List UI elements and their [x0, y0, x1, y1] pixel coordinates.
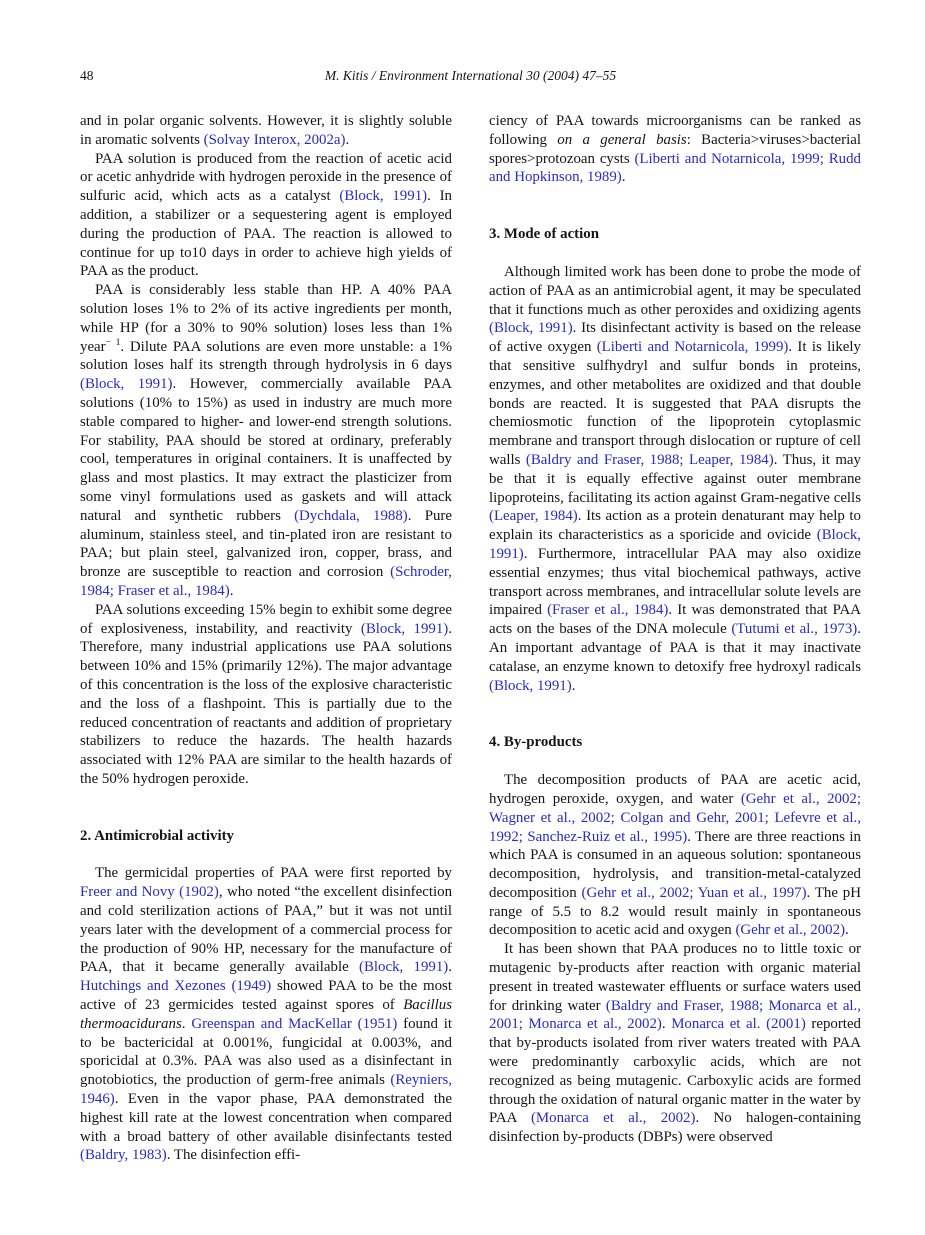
page-number: 48 [80, 68, 94, 83]
citation-link[interactable]: Greenspan and MacKellar (1951) [191, 1015, 398, 1032]
citation-link[interactable]: (Block, 1991) [339, 188, 428, 205]
citation-link[interactable]: (Schroder, 1984; Fraser et al., 1984) [80, 564, 452, 599]
citation-link[interactable]: (Block, 1991) [360, 620, 449, 637]
citation-link[interactable]: (Monarca et al., 2002) [530, 1110, 696, 1127]
citation-link[interactable]: (Baldry and Fraser, 1988; Monarca et al., 2001; Monarca et al., 2002) [489, 997, 862, 1033]
paragraph: The decomposition products of PAA are acetic acid, hydrogen peroxide, oxygen, and water (Gehr et al., 2002; Wagner et al., 2002; Colgan and Gehr, 2001; Lefevre et al., 1992; Sanchez-Ruiz et al., 1995). There are three reactions in which PAA is consumed in an aqueous solution: spontaneous decomposition, hydrolysis, and transition-metal-catalyzed decomposition (Gehr et al., 2002; Yuan et al., 1997). The pH range of 5.5 to 8.2 would result mainly in spontaneous decomposition to acetic acid and oxygen (Gehr et al., 2002). [489, 772, 861, 939]
section-heading: 3. Mode of action [489, 226, 600, 243]
citation-link[interactable]: (Fraser et al., 1984) [547, 602, 669, 619]
paragraph: and in polar organic solvents. However, it is slightly soluble in aromatic solvents (Solvay Interox, 2002a). [80, 113, 452, 148]
citation-link[interactable]: (Leaper, 1984) [489, 508, 578, 525]
citation-link[interactable]: (Solvay Interox, 2002a) [203, 131, 346, 148]
citation-link[interactable]: (Liberti and Notarnicola, 1999) [596, 339, 789, 356]
paragraph: Although limited work has been done to probe the mode of action of PAA as an antimicrobial agent, it may be speculated that it functions much as other peroxides and oxidizing agents (Block, 1991). Its disinfectant activity is based on the release of active oxygen (Liberti and Notarnicola, 1999). It is likely that sensitive sulfhydryl and sulfur bonds in proteins, enzymes, and other metabolites are oxidized and that double bonds are reacted. It is suggested that PAA disrupts the chemiosmotic function of the lipoprotein cytoplasmic membrane and transport through dislocation or rupture of cell walls (Baldry and Fraser, 1988; Leaper, 1984). Thus, it may be that it is equally effective against outer membrane lipoproteins, facilitating its action against Gram-negative cells (Leaper, 1984). Its action as a protein denaturant may help to explain its characteristics as a sporicide and ovicide (Block, 1991). Furthermore, intracellular PAA may also oxidize essential enzymes; thus vital biochemical pathways, active transport across membranes, and intracellular solute levels are impaired (Fraser et al., 1984). It was demonstrated that PAA acts on the bases of the DNA molecule (Tutumi et al., 1973). An important advantage of PAA is that it may inactivate catalase, an enzyme known to detoxify free hydroxyl radicals (Block, 1991). [489, 263, 862, 694]
citation-link[interactable]: (Baldry, 1983) [80, 1147, 167, 1164]
right-column [489, 112, 861, 1165]
citation-link[interactable]: (Gehr et al., 2002) [735, 922, 846, 939]
citation-link[interactable]: Freer and Novy (1902) [80, 884, 219, 901]
citation-link[interactable]: (Block, 1991) [80, 376, 173, 393]
page-header [80, 68, 861, 86]
section-heading: 4. By-products [489, 734, 583, 751]
italic-text: Bacillus thermoacidurans [80, 997, 452, 1032]
paragraph: The germicidal properties of PAA were first reported by Freer and Novy (1902), who noted “the excellent disinfection and cold sterilization actions of PAA,” but it was not until years later with the development of a commercial process for the production of 90% HP, necessary for the manufacture of PAA, that it became generally available (Block, 1991). Hutchings and Xezones (1949) showed PAA to be the most active of 23 germicides tested against spores of Bacillus thermoacidurans. Greenspan and MacKellar (1951) found it to be bactericidal at 0.001%, fungicidal at 0.003%, and sporicidal at 0.3%. PAA was also used as a disinfectant in gnotobiotics, the production of germ-free animals (Reyniers, 1946). Even in the vapor phase, PAA demonstrated the highest kill rate at the lowest concentration when compared with a broad battery of other available disinfectants tested (Baldry, 1983). The disinfection effi- [80, 865, 453, 1164]
paragraph: PAA solutions exceeding 15% begin to exhibit some degree of explosiveness, instability, and reactivity (Block, 1991). Therefore, many industrial applications use PAA solutions between 10% and 15% (primarily 12%). The major advantage of this concentration is the loss of the explosive characteristic and the loss of a flashpoint. This is partially due to the reduced concentration of reactants and addition of proprietary stabilizers to reduce the hazards. The health hazards associated with 12% PAA are similar to the health hazards of the 50% hydrogen peroxide. [80, 601, 452, 787]
citation-link[interactable]: (Tutumi et al., 1973) [731, 621, 858, 638]
citation-link[interactable]: Hutchings and Xezones (1949) [80, 978, 272, 995]
citation-link[interactable]: Monarca et al. (2001) [671, 1016, 806, 1033]
citation-link[interactable]: (Liberti and Notarnicola, 1999; Rudd and Hopkinson, 1989) [489, 150, 861, 186]
citation-link[interactable]: (Dychdala, 1988) [294, 507, 408, 524]
paragraph: ciency of PAA towards microorganisms can be ranked as following on a general basis: Bacteria>viruses>bacterial spores>protozoan cysts (Liberti and Notarnicola, 1999; Rudd and Hopkinson, 1989). [489, 113, 861, 186]
two-column-body [80, 112, 861, 1165]
citation-link[interactable]: (Gehr et al., 2002; Wagner et al., 2002; Colgan and Gehr, 2001; Lefevre et al., 1992; Sanchez-Ruiz et al., 1995) [489, 790, 861, 845]
citation-link[interactable]: (Block, 1991) [489, 527, 861, 562]
running-head: M. Kitis / Environment International 30 (2004) 47–55 [324, 68, 617, 83]
citation-link[interactable]: (Block, 1991) [489, 677, 572, 694]
paragraph: PAA solution is produced from the reaction of acetic acid or acetic anhydride with hydrogen peroxide in the presence of sulfuric acid, which acts as a catalyst (Block, 1991). In addition, a stabilizer or a sequestering agent is employed during the production of PAA. The reaction is allowed to continue for up to10 days in order to achieve high yields of PAA as the product. [80, 150, 452, 280]
citation-link[interactable]: (Block, 1991) [359, 959, 449, 976]
citation-link[interactable]: (Gehr et al., 2002; Yuan et al., 1997) [581, 884, 807, 901]
citation-link[interactable]: (Reyniers, 1946) [80, 1072, 452, 1108]
paragraph: PAA is considerably less stable than HP. A 40% PAA solution loses 1% to 2% of its active ingredients per month, while HP (for a 30% to 90% solution) loses less than 1% year$^{- 1}$. Dilute PAA solutions are even more unstable: a 1% solution loses half its strength through hydrolysis in 6 days (Block, 1991). However, commercially available PAA solutions (10% to 15%) as used in industry are much more stable compared to higher- and lower-end strength solutions. For stability, PAA should be stored at ordinary, preferably cool, temperatures in original containers. It is unaffected by glass and most plastics. It may extract the plasticizer from some vinyl formulations used as gaskets and will attack natural and synthetic rubbers (Dychdala, 1988). Pure aluminum, stainless steel, and tin-plated iron are resistant to PAA; but plain steel, galvanized iron, copper, brass, and bronze are susceptible to reaction and corrosion (Schroder, 1984; Fraser et al., 1984). [80, 282, 453, 599]
paragraph: It has been shown that PAA produces no to little toxic or mutagenic by-products after reaction with organic material present in treated wastewater effluents or surface waters used for drinking water (Baldry and Fraser, 1988; Monarca et al., 2001; Monarca et al., 2002). Monarca et al. (2001) reported that by-products isolated from river waters treated with PAA were predominantly carboxylic acids, which are not recognized as being mutagenic. Carboxylic acids are formed through the oxidation of natural organic matter in the water by PAA (Monarca et al., 2002). No halogen-containing disinfection by-products (DBPs) were observed [489, 941, 862, 1146]
page-content [80, 68, 861, 1165]
left-column [80, 112, 452, 1165]
citation-link[interactable]: (Baldry and Fraser, 1988; Leaper, 1984) [525, 451, 774, 468]
italic-text: on a general basis [557, 131, 687, 148]
citation-link[interactable]: (Block, 1991) [489, 320, 573, 337]
superscript: − 1 [105, 336, 121, 348]
section-heading: 2. Antimicrobial activity [80, 827, 234, 844]
